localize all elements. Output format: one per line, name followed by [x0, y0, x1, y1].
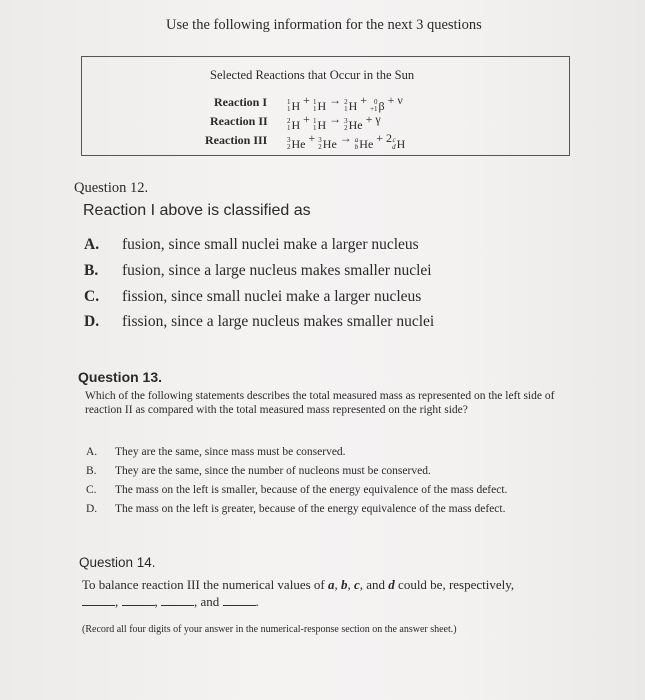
q13-option-d[interactable]	[86, 503, 505, 515]
option-letter: D.	[84, 313, 100, 330]
q12-option-c[interactable]	[84, 288, 421, 306]
and-word: , and	[359, 577, 389, 592]
reaction-1-equation: 1 1 H + 1 1 H → 2 1 H + 0 +1 β + ν	[287, 93, 403, 113]
q12-option-d[interactable]	[84, 313, 434, 331]
option-letter: A.	[84, 236, 100, 253]
q13-heading: Question 13.	[78, 369, 163, 385]
q13-option-a[interactable]	[86, 446, 346, 458]
blank-a[interactable]	[82, 595, 115, 606]
q14-heading: Question 14.	[79, 555, 156, 570]
q12-text: Reaction I above is classified as	[83, 202, 311, 219]
q12-option-a[interactable]	[84, 236, 419, 254]
q14-blanks: , , , and .	[82, 594, 259, 610]
reaction-1-label: Reaction I	[214, 95, 267, 109]
intro-text: Use the following information for the next 3 questions	[166, 17, 482, 33]
var-b: b	[340, 577, 348, 592]
q14-note: (Record all four digits of your answer in the numerical-response section on the answer sheet.)	[82, 624, 457, 635]
sep: ,	[347, 577, 354, 592]
q14-text-post: could be, respectively,	[394, 577, 515, 592]
blank-b[interactable]	[122, 595, 155, 606]
option-letter: A.	[86, 446, 98, 458]
option-letter: D.	[86, 503, 98, 515]
option-text: The mass on the left is smaller, because of the energy equivalence of the mass defect.	[115, 484, 508, 496]
var-a: a	[327, 577, 335, 592]
option-text: fission, since a large nucleus makes smaller nuclei	[122, 313, 435, 330]
var-c: c	[353, 577, 360, 592]
q12-option-b[interactable]	[84, 262, 432, 280]
option-text: The mass on the left is greater, because of the energy equivalence of the mass defect.	[115, 503, 506, 515]
blank-c[interactable]	[161, 595, 194, 606]
reaction-3-label: Reaction III	[205, 133, 268, 147]
q13-text: Which of the following statements describes the total measured mass as represented on the left side of reaction II as compared with the total measured mass represented on the right side?	[85, 390, 555, 416]
reaction-3-equation: 3 2 He + 3 2 He → a b He + 2 c d H	[287, 131, 406, 151]
blank-d[interactable]	[223, 595, 256, 606]
option-letter: B.	[84, 262, 99, 279]
option-letter: B.	[86, 465, 97, 477]
option-text: They are the same, since the number of nucleons must be conserved.	[115, 465, 431, 477]
q13-option-c[interactable]	[86, 484, 507, 496]
var-d: d	[388, 577, 395, 592]
reaction-2-label: Reaction II	[210, 114, 268, 128]
sep: ,	[334, 577, 341, 592]
option-text: They are the same, since mass must be conserved.	[115, 446, 346, 458]
option-text: fusion, since a large nucleus makes smaller nuclei	[122, 262, 432, 279]
option-letter: C.	[86, 484, 97, 496]
option-letter: C.	[84, 288, 100, 305]
q14-text	[82, 577, 514, 593]
option-text: fission, since small nuclei make a larger nucleus	[122, 288, 422, 305]
reaction-2-equation: 2 1 H + 1 1 H → 3 2 He + γ	[287, 112, 381, 132]
q12-heading: Question 12.	[74, 180, 149, 196]
reactions-table-title: Selected Reactions that Occur in the Sun	[210, 68, 415, 82]
q14-text-pre: To balance reaction III the numerical values of	[82, 577, 328, 592]
q13-option-b[interactable]	[86, 465, 431, 477]
option-text: fusion, since small nuclei make a larger nucleus	[122, 236, 419, 253]
and-word: , and	[194, 594, 220, 609]
